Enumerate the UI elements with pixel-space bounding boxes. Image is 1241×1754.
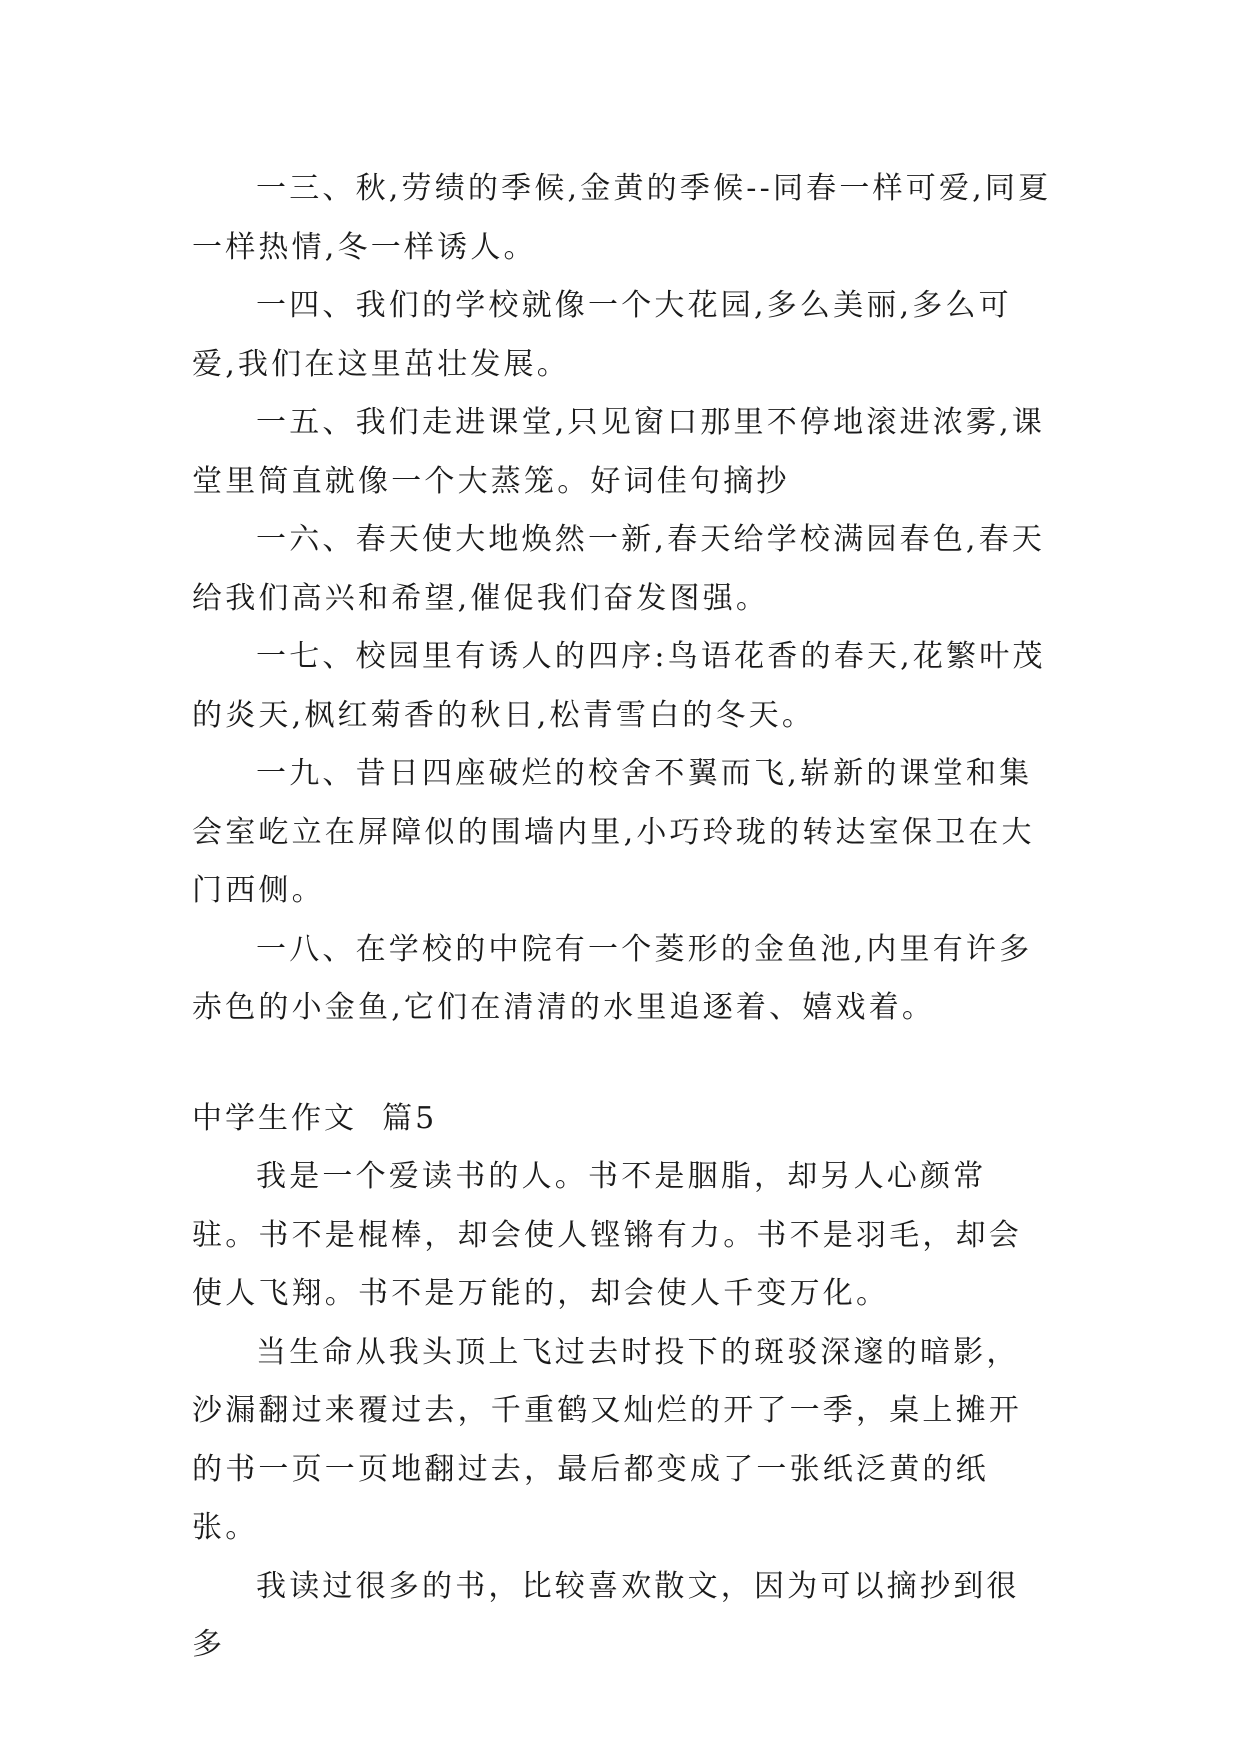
paragraph-19: 一九、昔日四座破烂的校舍不翼而飞,崭新的课堂和集会室屹立在屏障似的围墙内里,小巧玲珑的转达室保卫在大门西侧。 — [192, 756, 1035, 908]
paragraph-18: 一八、在学校的中院有一个菱形的金鱼池,内里有许多赤色的小金鱼,它们在清清的水里追逐着、嬉戏着。 — [192, 931, 1033, 1025]
paragraph-17: 一七、校园里有诱人的四序:鸟语花香的春天,花繁叶茂的炎天,枫红菊香的秋日,松青雪白的冬天。 — [192, 639, 1046, 733]
section-spacer — [192, 1038, 1052, 1090]
essay-paragraph: 我是一个爱读书的人。书不是胭脂，却另人心颜常驻。书不是棍棒，却会使人铿锵有力。书不是羽毛，却会使人飞翔。书不是万能的，却会使人千变万化。 — [192, 1159, 1022, 1311]
paragraph-13: 一三、秋,劳绩的季候,金黄的季候--同春一样可爱,同夏一样热情,冬一样诱人。 — [192, 171, 1052, 265]
paragraph-15: 一五、我们走进课堂,只见窗口那里不停地滚进浓雾,课堂里简直就像一个大蒸笼。好词佳句摘抄 — [192, 405, 1046, 499]
paragraph-16: 一六、春天使大地焕然一新,春天给学校满园春色,春天给我们高兴和希望,催促我们奋发图强。 — [192, 522, 1046, 616]
paragraph-14: 一四、我们的学校就像一个大花园,多么美丽,多么可爱,我们在这里茁壮发展。 — [192, 288, 1012, 382]
essay-paragraph: 我读过很多的书，比较喜欢散文，因为可以摘抄到很多 — [192, 1568, 1020, 1662]
section-heading: 中学生作文 篇5 — [192, 1100, 438, 1136]
document-body — [192, 160, 1052, 1675]
essay-paragraph: 当生命从我头顶上飞过去时投下的斑驳深邃的暗影，沙漏翻过来覆过去，千重鹤又灿烂的开了一季，桌上摊开的书一页一页地翻过去，最后都变成了一张纸泛黄的纸张。 — [192, 1334, 1022, 1545]
